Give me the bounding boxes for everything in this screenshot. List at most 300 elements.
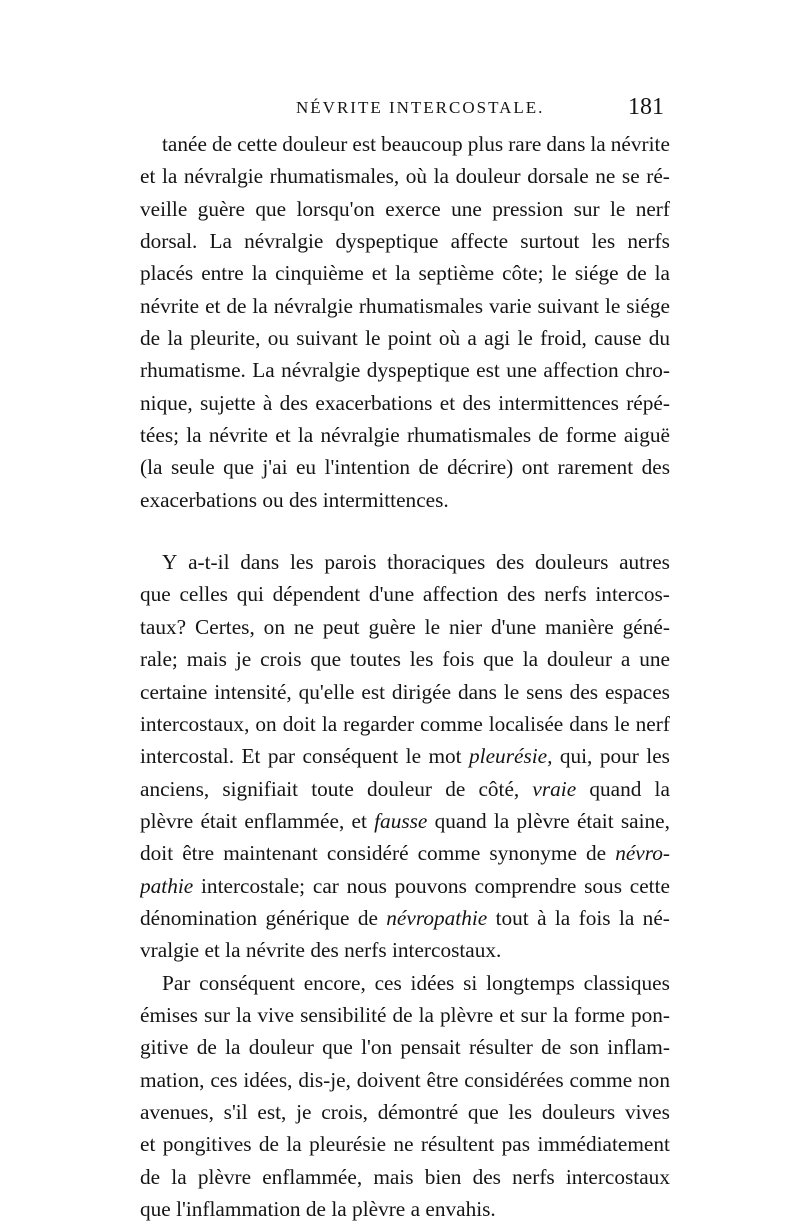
word: guère <box>197 196 245 221</box>
word: rhumatismales <box>406 423 532 448</box>
word: rale; <box>140 647 178 672</box>
word: plèvre <box>197 1164 252 1189</box>
word: si <box>463 970 478 995</box>
word: nique, <box>140 390 193 415</box>
word: être <box>182 841 215 866</box>
word: le <box>551 261 567 286</box>
word: dans <box>546 132 586 156</box>
word: la <box>654 776 670 801</box>
word: localisée <box>488 711 564 736</box>
word: plèvre <box>140 808 194 833</box>
word: que <box>322 1035 353 1060</box>
word: que <box>467 1099 499 1124</box>
word: septième <box>418 261 495 286</box>
word: les <box>289 550 314 575</box>
text-line <box>140 322 670 354</box>
word: l'intention <box>324 455 411 480</box>
word: la <box>554 905 571 930</box>
word: le <box>609 196 626 221</box>
word: suivant <box>296 326 358 351</box>
word: des <box>462 390 491 415</box>
word: et <box>275 423 291 448</box>
word: intermittences. <box>322 487 449 512</box>
word: par <box>267 744 296 769</box>
word: tout <box>495 905 529 930</box>
word: de <box>226 293 247 318</box>
word: quand <box>589 776 642 801</box>
word: le <box>405 744 422 769</box>
word: forme <box>574 1002 625 1027</box>
word: rhumatismales <box>358 293 484 318</box>
text-line <box>140 967 670 999</box>
word: a <box>620 647 631 672</box>
word: enflammée, <box>262 1164 363 1189</box>
word: dorsale <box>527 164 589 189</box>
word: la <box>161 164 178 189</box>
word: des <box>641 455 670 480</box>
text-line <box>140 611 670 643</box>
word: dis-je, <box>298 1067 351 1092</box>
word: sur <box>573 196 600 221</box>
word: la <box>331 1197 347 1221</box>
text-line <box>140 805 670 837</box>
word: nerfs <box>627 229 670 254</box>
word: intermittences <box>498 390 619 415</box>
word: non <box>638 1067 670 1092</box>
word: de <box>586 841 607 866</box>
page-number: 181 <box>628 94 664 120</box>
word: de <box>626 261 647 286</box>
word: la <box>171 1164 187 1189</box>
word: de <box>140 1164 161 1189</box>
text-line <box>140 290 670 322</box>
word: les <box>508 1099 533 1124</box>
word: la <box>590 132 606 156</box>
word: eu <box>295 455 317 480</box>
word: crois <box>260 647 302 672</box>
word: pathie <box>140 873 194 898</box>
word: la <box>618 905 635 930</box>
word: espaces <box>604 679 670 704</box>
word: cette <box>629 873 670 898</box>
word: qu'elle <box>298 679 355 704</box>
word: classiques <box>583 970 670 995</box>
word: est <box>361 679 386 704</box>
word: le <box>503 679 520 704</box>
word: pleurésie <box>309 1132 387 1157</box>
word: a <box>410 1197 421 1221</box>
text-line <box>140 934 670 966</box>
body-text <box>140 128 670 1225</box>
word: répé- <box>626 390 670 415</box>
word: s'il <box>223 1099 248 1124</box>
word: seule <box>170 455 215 480</box>
word: et <box>499 1002 515 1027</box>
text-line <box>140 546 670 578</box>
word: forme <box>565 423 617 448</box>
word: les <box>591 229 616 254</box>
word: la <box>395 261 411 286</box>
word: la <box>252 293 268 318</box>
word: la <box>167 326 183 351</box>
word: névrite <box>245 938 306 963</box>
word: névralgie <box>320 423 400 448</box>
word: cinquième <box>275 261 364 286</box>
word: démontré <box>377 1099 459 1124</box>
word: nerf <box>635 196 670 221</box>
word: que <box>140 1197 171 1221</box>
word: veille <box>140 196 188 221</box>
word: être <box>426 1067 459 1092</box>
text-line <box>140 902 670 934</box>
word: que <box>140 582 171 607</box>
word: des <box>569 679 599 704</box>
word: exacerbations <box>315 390 433 415</box>
word: idées <box>410 970 455 995</box>
word: pleurite, <box>190 326 261 351</box>
word: exerce <box>385 196 441 221</box>
word: pensait <box>400 1035 461 1060</box>
text-line <box>140 837 670 869</box>
word: toutes <box>349 647 401 672</box>
word: La <box>209 229 232 254</box>
word: comprendre <box>474 873 577 898</box>
word: sur <box>203 1002 231 1027</box>
word: exacerbations <box>140 487 258 512</box>
word: nerf <box>635 711 670 736</box>
word: ces <box>210 1067 238 1092</box>
word: pouvons <box>394 873 467 898</box>
word: intercos- <box>595 582 670 607</box>
word: dépendent <box>272 582 361 607</box>
word: j'ai <box>262 455 288 480</box>
word: et <box>140 164 156 189</box>
word: l'on <box>361 1035 393 1060</box>
text-line <box>140 999 670 1031</box>
text-line <box>140 484 670 516</box>
word: fausse <box>374 808 428 833</box>
word: la <box>493 808 510 833</box>
word: dénomination <box>140 905 258 930</box>
word: pas <box>501 1132 531 1157</box>
word: thoraciques <box>387 550 486 575</box>
word: ne <box>595 164 616 189</box>
word: sous <box>584 873 622 898</box>
text-line <box>140 1193 670 1225</box>
word: surtout <box>520 229 580 254</box>
word: la <box>286 1132 302 1157</box>
word: sujette <box>199 390 256 415</box>
word: dorsal. <box>140 229 198 254</box>
word: encore, <box>303 970 366 995</box>
word: pour <box>599 744 639 769</box>
word: et <box>140 1132 156 1157</box>
word: la <box>654 261 670 286</box>
word: névralgie <box>281 358 361 383</box>
word: varie <box>488 293 532 318</box>
word: manière <box>545 614 614 639</box>
word: de <box>357 905 378 930</box>
paragraph-gap <box>140 516 670 546</box>
text-line <box>140 354 670 386</box>
word: que <box>310 647 342 672</box>
word: aiguë <box>623 423 670 448</box>
text-line <box>140 1064 670 1096</box>
word: à <box>537 905 547 930</box>
word: et <box>439 390 456 415</box>
word: dirigée <box>391 679 452 704</box>
text-line <box>140 225 670 257</box>
word: Y <box>162 550 178 575</box>
word: mais <box>186 647 227 672</box>
text-line <box>140 676 670 708</box>
word: affecte <box>450 229 509 254</box>
word: une <box>639 647 670 672</box>
word: résultent <box>420 1132 495 1157</box>
word: peut <box>322 614 360 639</box>
word: la <box>433 164 449 189</box>
text-line <box>140 1096 670 1128</box>
word: la <box>225 1035 241 1060</box>
text-line <box>140 1128 670 1160</box>
word: ont <box>521 455 549 480</box>
text-line <box>140 773 670 805</box>
word: douleurs <box>541 1099 616 1124</box>
word: plèvre <box>516 808 570 833</box>
word: d'une <box>490 614 537 639</box>
word: lorsqu'on <box>296 196 375 221</box>
word: ou <box>262 487 284 512</box>
word: est, <box>257 1099 287 1124</box>
word: avenues, <box>140 1099 214 1124</box>
word: certaine <box>140 679 208 704</box>
word: envahis. <box>425 1197 496 1221</box>
word: rarement <box>557 455 634 480</box>
word: d'une <box>368 582 415 607</box>
text-line <box>140 451 670 483</box>
word: ré- <box>646 164 670 189</box>
word: est <box>352 132 377 156</box>
word: fois <box>442 647 475 672</box>
word: considéré <box>326 841 409 866</box>
text-line <box>140 1031 670 1063</box>
word: générique <box>265 905 350 930</box>
word: de <box>418 455 439 480</box>
word: siége <box>626 293 670 318</box>
word: beaucoup <box>381 132 463 156</box>
word: affection <box>422 582 499 607</box>
word: de <box>538 423 559 448</box>
word: plèvre <box>440 1002 494 1027</box>
word: gitive <box>140 1035 189 1060</box>
word: toute <box>311 776 354 801</box>
word: à <box>262 390 273 415</box>
word: sens <box>526 679 563 704</box>
word: intercostaux. <box>391 938 502 963</box>
word: ne <box>293 614 314 639</box>
word: longtemps <box>486 970 575 995</box>
word: idées, <box>243 1067 293 1092</box>
word: de <box>392 1002 413 1027</box>
word: synonyme <box>489 841 577 866</box>
word: des <box>279 390 309 415</box>
word: vralgie <box>140 938 200 963</box>
word: mot <box>428 744 462 769</box>
word: placés <box>140 261 194 286</box>
word: intercostaux <box>565 1164 670 1189</box>
text-line <box>140 643 670 675</box>
word: dyspeptique <box>335 229 439 254</box>
word: doivent <box>356 1067 421 1092</box>
word: vive <box>257 1002 295 1027</box>
word: bien <box>424 1164 462 1189</box>
word: conséquent <box>302 744 399 769</box>
word: sur <box>520 1002 547 1027</box>
word: regarder <box>343 711 415 736</box>
word: suivant <box>537 293 600 318</box>
word: celles <box>179 582 228 607</box>
word: du <box>648 326 670 351</box>
word: tées; <box>140 423 180 448</box>
word: nerfs <box>344 938 387 963</box>
word: est <box>476 358 500 383</box>
word: siége <box>574 261 619 286</box>
text-line <box>140 870 670 902</box>
word: intercostal. <box>140 744 235 769</box>
word: intensité, <box>214 679 292 704</box>
word: nerfs <box>512 1164 555 1189</box>
word: que <box>255 196 287 221</box>
word: douleur <box>366 776 433 801</box>
word: névralgie <box>244 229 324 254</box>
word: résulter <box>468 1035 533 1060</box>
word: et <box>204 938 220 963</box>
text-line <box>140 193 670 225</box>
word: de <box>305 1197 327 1221</box>
word: comme <box>420 711 483 736</box>
word: névrite <box>140 293 200 318</box>
word: douleur <box>282 132 348 156</box>
word: vives <box>624 1099 670 1124</box>
text-line <box>140 160 670 192</box>
word: la <box>186 423 202 448</box>
word: né- <box>642 905 670 930</box>
word: la <box>236 1002 252 1027</box>
text-line <box>140 708 670 740</box>
word: quand <box>434 808 487 833</box>
word: dans <box>457 679 497 704</box>
word: névropathie <box>386 905 488 930</box>
word: névrite <box>208 423 269 448</box>
word: pleurésie, <box>469 744 553 769</box>
word: a-t-il <box>188 550 230 575</box>
word: intercostaux, <box>140 711 250 736</box>
word: côte; <box>502 261 544 286</box>
word: mais <box>373 1164 414 1189</box>
word: pression <box>492 196 564 221</box>
word: l'inflammation <box>176 1197 301 1221</box>
word: de <box>196 1035 217 1060</box>
word: guère <box>368 614 416 639</box>
word: dans <box>240 550 280 575</box>
word: la <box>251 261 268 286</box>
word: rhumatisme. <box>140 358 246 383</box>
word: le <box>424 614 441 639</box>
word: de <box>140 326 161 351</box>
word: de <box>258 1132 279 1157</box>
word: Certes, <box>195 614 255 639</box>
word: était <box>200 808 238 833</box>
word: car <box>312 873 339 898</box>
word: signifiait <box>222 776 299 801</box>
word: dyspeptique <box>366 358 470 383</box>
word: vraie <box>532 776 577 801</box>
word: pon- <box>630 1002 670 1027</box>
word: tanée <box>162 132 207 156</box>
word: entre <box>201 261 244 286</box>
word: les <box>646 744 670 769</box>
word: fois <box>578 905 611 930</box>
word: dans <box>569 711 609 736</box>
word: je <box>235 647 252 672</box>
word: cause <box>594 326 642 351</box>
word: immédiatement <box>537 1132 670 1157</box>
word: sensibilité <box>300 1002 387 1027</box>
word: et <box>205 293 221 318</box>
word: la <box>297 423 314 448</box>
word: enflammée, <box>244 808 345 833</box>
word: doit <box>282 711 316 736</box>
word: on <box>263 614 285 639</box>
text-line <box>140 578 670 610</box>
word: on <box>255 711 277 736</box>
word: chro- <box>625 358 670 383</box>
word: rhumatismales, <box>269 164 400 189</box>
word: ne <box>393 1132 414 1157</box>
word: affection <box>543 358 619 383</box>
word: douleur <box>455 164 521 189</box>
word: la <box>418 1002 434 1027</box>
word: et <box>351 808 367 833</box>
word: anciens, <box>140 776 210 801</box>
word: inflam- <box>607 1035 670 1060</box>
word: saine, <box>620 808 670 833</box>
word: mation, <box>140 1067 205 1092</box>
word: que <box>483 647 514 672</box>
word: qui <box>236 582 264 607</box>
word: douleur <box>248 1035 314 1060</box>
text-line <box>140 419 670 451</box>
word: cette <box>237 132 278 156</box>
word: la <box>321 711 338 736</box>
text-line <box>140 387 670 419</box>
word: maintenant <box>223 841 318 866</box>
word: la <box>522 647 539 672</box>
word: nous <box>346 873 387 898</box>
word: je <box>296 1099 312 1124</box>
word: La <box>252 358 275 383</box>
word: et <box>371 261 388 286</box>
word: où <box>405 164 428 189</box>
word: des <box>310 938 339 963</box>
word: autres <box>619 550 670 575</box>
word: point <box>387 326 432 351</box>
text-line <box>140 257 670 289</box>
word: le <box>614 711 630 736</box>
word: décrire) <box>447 455 514 480</box>
word: a <box>467 326 477 351</box>
word: intercostale; <box>201 873 306 898</box>
